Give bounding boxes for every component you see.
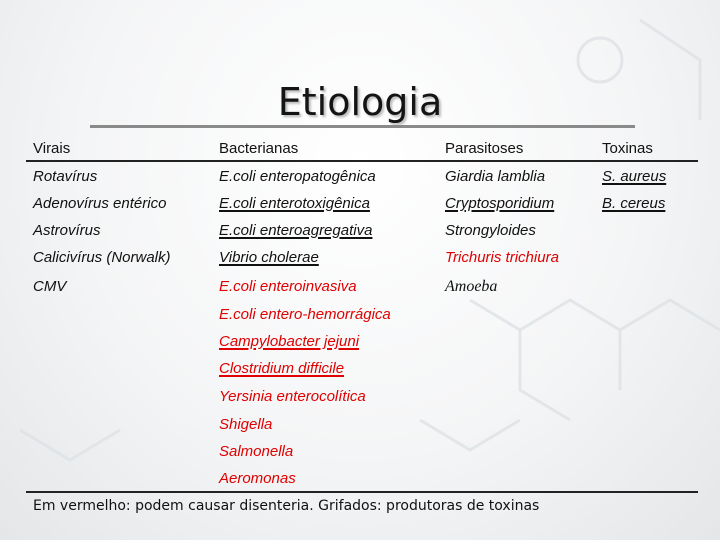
virus-cmv: CMV	[33, 278, 67, 295]
bacteria-epec: E.coli enteropatogênica	[219, 168, 376, 185]
footer-divider	[26, 491, 698, 493]
virus-adenovirus: Adenovírus entérico	[33, 195, 167, 212]
bacteria-shigella: Shigella	[219, 416, 273, 433]
header-toxinas: Toxinas	[602, 140, 653, 157]
bacteria-campylobacter: Campylobacter jejuni	[219, 333, 360, 350]
bacteria-vibrio: Vibrio cholerae	[219, 249, 319, 266]
title-underline	[90, 125, 635, 128]
header-virais: Virais	[33, 140, 71, 157]
parasite-strongyloides: Strongyloides	[445, 222, 536, 239]
virus-rotavirus: Rotavírus	[33, 168, 98, 185]
bacteria-salmonella: Salmonella	[219, 443, 294, 460]
bacteria-aeromonas: Aeromonas	[219, 470, 296, 487]
toxin-b-cereus: B. cereus	[602, 195, 666, 212]
virus-astrovirus: Astrovírus	[33, 222, 101, 239]
bacteria-etec: E.coli enterotoxigênica	[219, 195, 370, 212]
header-parasitoses: Parasitoses	[445, 140, 524, 157]
parasite-trichuris: Trichuris trichiura	[445, 249, 559, 266]
bacteria-ehec: E.coli entero-hemorrágica	[219, 306, 391, 323]
bacteria-eiec: E.coli enteroinvasiva	[219, 278, 357, 295]
parasite-giardia: Giardia lamblia	[445, 168, 546, 185]
bacteria-eaec: E.coli enteroagregativa	[219, 222, 373, 239]
parasite-cryptosporidium: Cryptosporidium	[445, 195, 555, 212]
virus-calicivirus: Calicivírus (Norwalk)	[33, 249, 171, 266]
footer-legend: Em vermelho: podem causar disenteria. Grifados: produtoras de toxinas	[33, 498, 540, 514]
slide-title: Etiologia	[277, 80, 443, 124]
bacteria-yersinia: Yersinia enterocolítica	[219, 388, 366, 405]
parasite-amoeba: Amoeba	[445, 278, 498, 295]
toxin-s-aureus: S. aureus	[602, 168, 667, 185]
bacteria-clostridium: Clostridium difficile	[219, 360, 345, 377]
header-divider	[26, 160, 698, 162]
header-bacterianas: Bacterianas	[219, 140, 299, 157]
